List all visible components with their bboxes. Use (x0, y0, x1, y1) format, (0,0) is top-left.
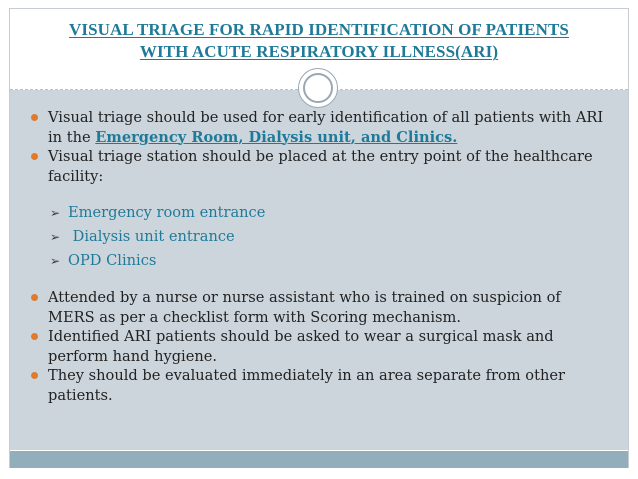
bullet-item-mask-hygiene (28, 327, 608, 366)
sub-item-opd-clinics (48, 249, 608, 273)
bullet-item-visual-triage-use (28, 108, 608, 147)
arrowhead-icon: ➢ (50, 254, 61, 268)
bullet-text: Visual triage should be used for early identification of all patients with ARI in the (48, 109, 604, 146)
bottom-band (10, 451, 628, 468)
entry-points-list (48, 201, 608, 273)
arrowhead-icon: ➢ (50, 206, 61, 220)
emphasis-locations: Emergency Room, Dialysis unit, and Clinics. (95, 128, 458, 146)
sub-item-text: Emergency room entrance (68, 204, 266, 221)
sub-item-dialysis-unit (48, 225, 608, 249)
title-line-1: VISUAL TRIAGE FOR RAPID IDENTIFICATION OF PATIENTS (69, 20, 569, 39)
title-line-2: WITH ACUTE RESPIRATORY ILLNESS(ARI) (139, 42, 499, 61)
circle-ornament-icon (298, 68, 338, 108)
bullet-text: Identified ARI patients should be asked to wear a surgical mask and perform hand hygiene. (48, 328, 554, 365)
bullet-item-triage-station (28, 147, 608, 186)
bullet-list (28, 108, 608, 405)
bullet-dot-icon (31, 294, 38, 301)
bullet-dot-icon (31, 114, 38, 121)
sub-item-text: Dialysis unit entrance (68, 228, 235, 245)
bullet-text: Visual triage station should be placed at the entry point of the healthcare facility: (48, 148, 593, 185)
bullet-dot-icon (31, 333, 38, 340)
circle-ornament-inner (303, 73, 333, 103)
bullet-dot-icon (31, 372, 38, 379)
bullet-item-nurse-attendance (28, 288, 608, 327)
slide-title (10, 19, 628, 63)
sub-item-emergency-room (48, 201, 608, 225)
bullet-dot-icon (31, 153, 38, 160)
bullet-text: They should be evaluated immediately in an area separate from other patients. (48, 367, 565, 404)
sub-item-text: OPD Clinics (68, 252, 157, 269)
content-area (10, 90, 628, 450)
bullet-item-separate-evaluation (28, 366, 608, 405)
arrowhead-icon: ➢ (50, 230, 61, 244)
bullet-text: Attended by a nurse or nurse assistant who is trained on suspicion of MERS as per a checklist form with Scoring mechanism. (48, 289, 561, 326)
